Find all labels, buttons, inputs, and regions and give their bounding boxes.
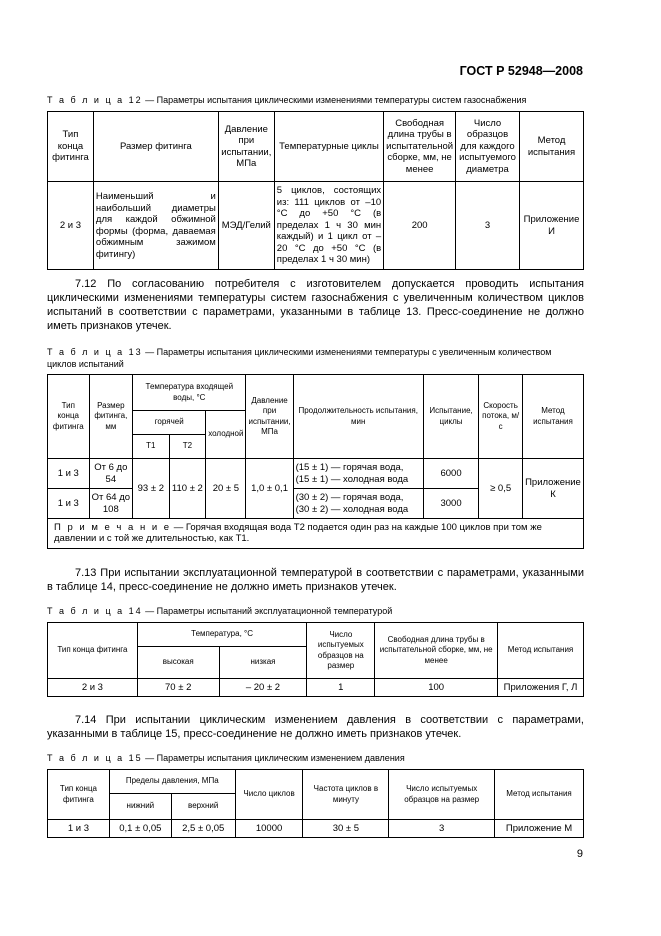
t15-cell-upper: 2,5 ± 0,05 bbox=[171, 820, 235, 838]
t13-row2-hot-line: (30 ± 2) — горячая вода, bbox=[295, 492, 404, 503]
t13-note-text: — Горячая входящая вода Т2 подается один раз на каждые 100 циклов при том же давлении и с той же длительностью, как Т1. bbox=[54, 522, 542, 544]
t13-cell-t1: 93 ± 2 bbox=[133, 459, 169, 519]
t13-header-t1: Т1 bbox=[133, 435, 169, 459]
t15-cell-frequency: 30 ± 5 bbox=[303, 820, 389, 838]
table-15 bbox=[47, 769, 584, 838]
t12-header-size: Размер фитинга bbox=[93, 112, 218, 182]
t13-row1-duration bbox=[293, 459, 423, 489]
t12-cell-pressure: МЭД/Гелий bbox=[218, 182, 274, 270]
t15-header-end-type: Тип конца фитинга bbox=[48, 770, 110, 820]
t14-header-method: Метод испытания bbox=[498, 623, 584, 679]
paragraph-7-13-text: 7.13 При испытании эксплуатационной температурой в соответствии с параметрами, указанными в таблице 14, пресс-соединение не должно иметь признаков утечек. bbox=[47, 567, 584, 593]
page-number: 9 bbox=[576, 848, 583, 860]
table12-title: — Параметры испытания циклическими изменениями температуры систем газоснабжения bbox=[142, 95, 527, 105]
t13-header-end-type: Тип конца фитинга bbox=[48, 375, 90, 459]
t15-header-upper: верхний bbox=[171, 794, 235, 820]
t15-header-method: Метод испытания bbox=[495, 770, 584, 820]
t14-header-samples: Число испытуемых образцов на размер bbox=[307, 623, 375, 679]
t13-header-hot: горячей bbox=[133, 411, 206, 435]
t13-cell-velocity: ≥ 0,5 bbox=[479, 459, 523, 519]
t12-header-length: Свободная длина трубы в испытательной сборке, мм, не менее bbox=[384, 112, 456, 182]
t13-cell-pressure: 1,0 ± 0,1 bbox=[246, 459, 293, 519]
table12-caption bbox=[47, 95, 526, 105]
table15-title: — Параметры испытания циклическим изменением давления bbox=[142, 753, 405, 763]
t12-header-pressure: Давление при испытании, МПа bbox=[218, 112, 274, 182]
t13-row2-size: От 64 до 108 bbox=[89, 489, 133, 519]
t14-cell-method: Приложения Г, Л bbox=[498, 679, 584, 697]
t12-cell-cycles: 5 циклов, состоящих из: 111 циклов от –10 °С до +50 °С (в пределах 1 ч 30 мин каждый) и 1 цикл от –20 °С до +50 °С (в пределах 1 ч 30 мин) bbox=[274, 182, 383, 270]
t13-row2-cold-line: (30 ± 2) — холодная вода bbox=[295, 503, 409, 515]
t13-row1-end-type: 1 и 3 bbox=[48, 459, 90, 489]
t13-row2-end-type: 1 и 3 bbox=[48, 489, 90, 519]
t12-cell-length: 200 bbox=[384, 182, 456, 270]
table14-caption bbox=[47, 606, 392, 616]
t13-header-method: Метод испытания bbox=[522, 375, 583, 459]
t15-header-frequency: Частота циклов в минуту bbox=[303, 770, 389, 820]
table12-label: Т а б л и ц а 12 bbox=[47, 95, 143, 105]
t14-cell-samples: 1 bbox=[307, 679, 375, 697]
paragraph-7-12-text: 7.12 По согласованию потребителя с изготовителем допускается проводить испытания циклическими изменениями температуры систем газоснабжения с увеличенным количеством циклов испытаний в соответствии с параметрами, указанными в таблице 13. Пресс-соединение не должно иметь признаков утечек. bbox=[47, 278, 584, 332]
table14-title: — Параметры испытаний эксплуатационной температурой bbox=[142, 606, 393, 616]
paragraph-7-13 bbox=[47, 566, 584, 594]
t12-header-cycles: Температурные циклы bbox=[274, 112, 383, 182]
t15-cell-lower: 0,1 ± 0,05 bbox=[109, 820, 171, 838]
t13-header-cycles: Испытание, циклы bbox=[423, 375, 478, 459]
table-12 bbox=[47, 111, 584, 270]
t13-row1-hot-line: (15 ± 1) — горячая вода, bbox=[295, 462, 404, 473]
t13-header-pressure: Давление при испытании, МПа bbox=[246, 375, 293, 459]
t13-note bbox=[48, 519, 584, 549]
table15-caption bbox=[47, 753, 405, 763]
t12-cell-samples: 3 bbox=[456, 182, 520, 270]
t13-row2-duration bbox=[293, 489, 423, 519]
t14-header-temp: Температура, °С bbox=[137, 623, 307, 647]
t14-cell-low: – 20 ± 2 bbox=[219, 679, 307, 697]
t13-header-size: Размер фитинга, мм bbox=[89, 375, 133, 459]
t13-header-velocity: Скорость потока, м/с bbox=[479, 375, 523, 459]
t13-row2-cycles: 3000 bbox=[423, 489, 478, 519]
t13-header-duration: Продолжительность испытания, мин bbox=[293, 375, 423, 459]
t14-cell-high: 70 ± 2 bbox=[137, 679, 219, 697]
t12-cell-method: Приложение И bbox=[520, 182, 584, 270]
document-header: ГОСТ Р 52948—2008 bbox=[459, 64, 583, 78]
t13-header-t2: Т2 bbox=[169, 435, 206, 459]
t15-cell-samples: 3 bbox=[389, 820, 495, 838]
t13-cell-cold: 20 ± 5 bbox=[206, 459, 246, 519]
paragraph-7-12 bbox=[47, 277, 584, 333]
t13-cell-method: Приложение К bbox=[522, 459, 583, 519]
t14-header-low: низкая bbox=[219, 647, 307, 679]
t12-header-end-type: Тип конца фитинга bbox=[48, 112, 94, 182]
t14-cell-length: 100 bbox=[375, 679, 498, 697]
t14-cell-end-type: 2 и 3 bbox=[48, 679, 138, 697]
t12-header-samples: Число образцов для каждого испытуемого диаметра bbox=[456, 112, 520, 182]
paragraph-7-14-text: 7.14 При испытании циклическим изменением давления в соответствии с параметрами, указанными в таблице 15, пресс-соединение не должно иметь признаков утечек. bbox=[47, 714, 584, 740]
t15-cell-end-type: 1 и 3 bbox=[48, 820, 110, 838]
table13-title-line2: циклов испытаний bbox=[47, 359, 124, 369]
t15-header-lower: нижний bbox=[109, 794, 171, 820]
t15-cell-cycles: 10000 bbox=[235, 820, 303, 838]
t15-header-limits: Пределы давления, МПа bbox=[109, 770, 235, 794]
t13-header-temp-group: Температура входящей воды, °С bbox=[133, 375, 246, 411]
t15-header-cycles: Число циклов bbox=[235, 770, 303, 820]
table15-label: Т а б л и ц а 15 bbox=[47, 753, 143, 763]
t15-cell-method: Приложение М bbox=[495, 820, 584, 838]
table14-label: Т а б л и ц а 14 bbox=[47, 606, 143, 616]
t14-header-high: высокая bbox=[137, 647, 219, 679]
table13-title-line1: — Параметры испытания циклическими изменениями температуры с увеличенным количеством bbox=[142, 347, 552, 357]
table13-caption bbox=[47, 347, 551, 357]
t12-cell-size: Наименьший и наибольший диаметры для каждой обжимной формы (форма, даваемая обжимным зажимом фитингу) bbox=[93, 182, 218, 270]
t14-header-end-type: Тип конца фитинга bbox=[48, 623, 138, 679]
t13-row1-size: От 6 до 54 bbox=[89, 459, 133, 489]
t13-cell-t2: 110 ± 2 bbox=[169, 459, 206, 519]
paragraph-7-14 bbox=[47, 713, 584, 741]
table-13 bbox=[47, 374, 584, 549]
table13-label: Т а б л и ц а 13 bbox=[47, 347, 143, 357]
table-14 bbox=[47, 622, 584, 697]
t13-row1-cold-line: (15 ± 1) — холодная вода bbox=[295, 473, 409, 485]
t14-header-length: Свободная длина трубы в испытательной сборке, мм, не менее bbox=[375, 623, 498, 679]
t13-row1-cycles: 6000 bbox=[423, 459, 478, 489]
t12-cell-end-type: 2 и 3 bbox=[48, 182, 94, 270]
t13-header-cold: холодной bbox=[206, 411, 246, 459]
t12-header-method: Метод испытания bbox=[520, 112, 584, 182]
t13-note-label: П р и м е ч а н и е bbox=[54, 522, 172, 533]
t15-header-samples: Число испытуемых образцов на размер bbox=[389, 770, 495, 820]
